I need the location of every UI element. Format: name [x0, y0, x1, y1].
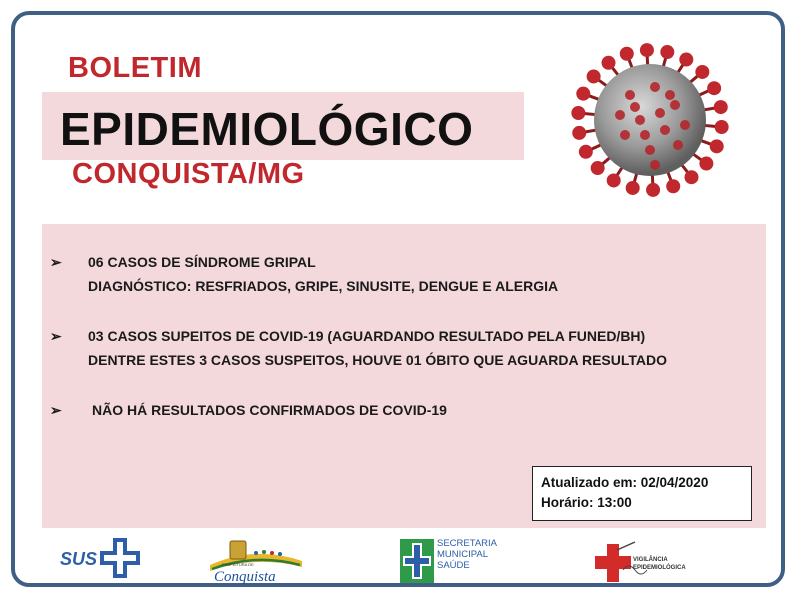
- update-time: Horário: 13:00: [541, 495, 632, 510]
- conquista-logo-icon: [208, 535, 304, 585]
- bullet-arrow-icon: ➢: [50, 402, 62, 418]
- secretaria-line-2: MUNICIPAL: [437, 549, 489, 560]
- virus-spike-head: [571, 106, 585, 120]
- virus-spike-head: [666, 179, 680, 193]
- virus-spike-head: [640, 43, 654, 57]
- virus-surface-protein: [630, 102, 640, 112]
- virus-spike-head: [714, 100, 728, 114]
- secretaria-logo-text: [437, 538, 497, 571]
- virus-surface-protein: [650, 82, 660, 92]
- bullet-text: 06 CASOS DE SÍNDROME GRIPAL: [88, 254, 316, 270]
- virus-surface-protein: [660, 125, 670, 135]
- virus-spike-head: [620, 47, 634, 61]
- virus-spike-head: [591, 161, 605, 175]
- vigilancia-logo-text: [633, 556, 686, 572]
- virus-spike-head: [679, 53, 693, 67]
- vigilancia-line-1: VIGILÂNCIA: [633, 557, 668, 563]
- virus-spike-head: [710, 139, 724, 153]
- virus-spike-head: [579, 145, 593, 159]
- bullet-text: 03 CASOS SUPEITOS DE COVID-19 (AGUARDANDO RESULTADO PELA FUNED/BH): [88, 328, 646, 344]
- sus-logo-text: SUS: [60, 549, 98, 569]
- virus-surface-protein: [680, 120, 690, 130]
- title-boletim: BOLETIM: [68, 52, 202, 84]
- title-epidemiologico: EPIDEMIOLÓGICO: [60, 103, 474, 155]
- secretaria-line-1: SECRETARIA: [437, 538, 498, 549]
- virus-spike-head: [684, 170, 698, 184]
- virus-surface-protein: [650, 160, 660, 170]
- secretaria-line-3: SAÚDE: [437, 560, 470, 571]
- virus-surface-protein: [625, 90, 635, 100]
- virus-spike-head: [646, 183, 660, 197]
- bullet-arrow-icon: ➢: [50, 254, 62, 270]
- virus-surface-protein: [655, 108, 665, 118]
- virus-spike-head: [572, 126, 586, 140]
- virus-spike-head: [715, 120, 729, 134]
- conquista-logo-text: Conquista: [214, 569, 276, 585]
- coronavirus-icon: [560, 35, 740, 205]
- virus-surface-protein: [640, 130, 650, 140]
- bullet-subtext: DENTRE ESTES 3 CASOS SUSPEITOS, HOUVE 01 ÓBITO QUE AGUARDA RESULTADO: [88, 352, 668, 368]
- virus-spike-head: [607, 173, 621, 187]
- bullet-text: NÃO HÁ RESULTADOS CONFIRMADOS DE COVID-19: [92, 402, 447, 418]
- bullet-subtext: DIAGNÓSTICO: RESFRIADOS, GRIPE, SINUSITE, DENGUE E ALERGIA: [88, 278, 559, 294]
- virus-surface-protein: [620, 130, 630, 140]
- virus-surface-protein: [665, 90, 675, 100]
- bullet-arrow-icon: ➢: [50, 328, 62, 344]
- virus-surface-protein: [673, 140, 683, 150]
- update-date: Atualizado em: 02/04/2020: [541, 475, 709, 490]
- virus-spike-head: [707, 81, 721, 95]
- virus-surface-protein: [635, 115, 645, 125]
- virus-surface-protein: [670, 100, 680, 110]
- virus-spike-head: [695, 65, 709, 79]
- conquista-logo-small-text: PREFEITURA DE: [222, 562, 254, 567]
- virus-spike-head: [660, 45, 674, 59]
- virus-spike-head: [602, 56, 616, 70]
- vigilancia-line-2: EPIDEMIOLÓGICA: [633, 565, 686, 571]
- virus-spike-head: [587, 69, 601, 83]
- sus-cross-icon: [98, 536, 142, 580]
- virus-spike-head: [626, 181, 640, 195]
- virus-spike-head: [576, 87, 590, 101]
- update-box: [532, 466, 752, 521]
- virus-surface-protein: [645, 145, 655, 155]
- virus-surface-protein: [615, 110, 625, 120]
- title-city: CONQUISTA/MG: [72, 158, 305, 190]
- virus-spike-head: [699, 157, 713, 171]
